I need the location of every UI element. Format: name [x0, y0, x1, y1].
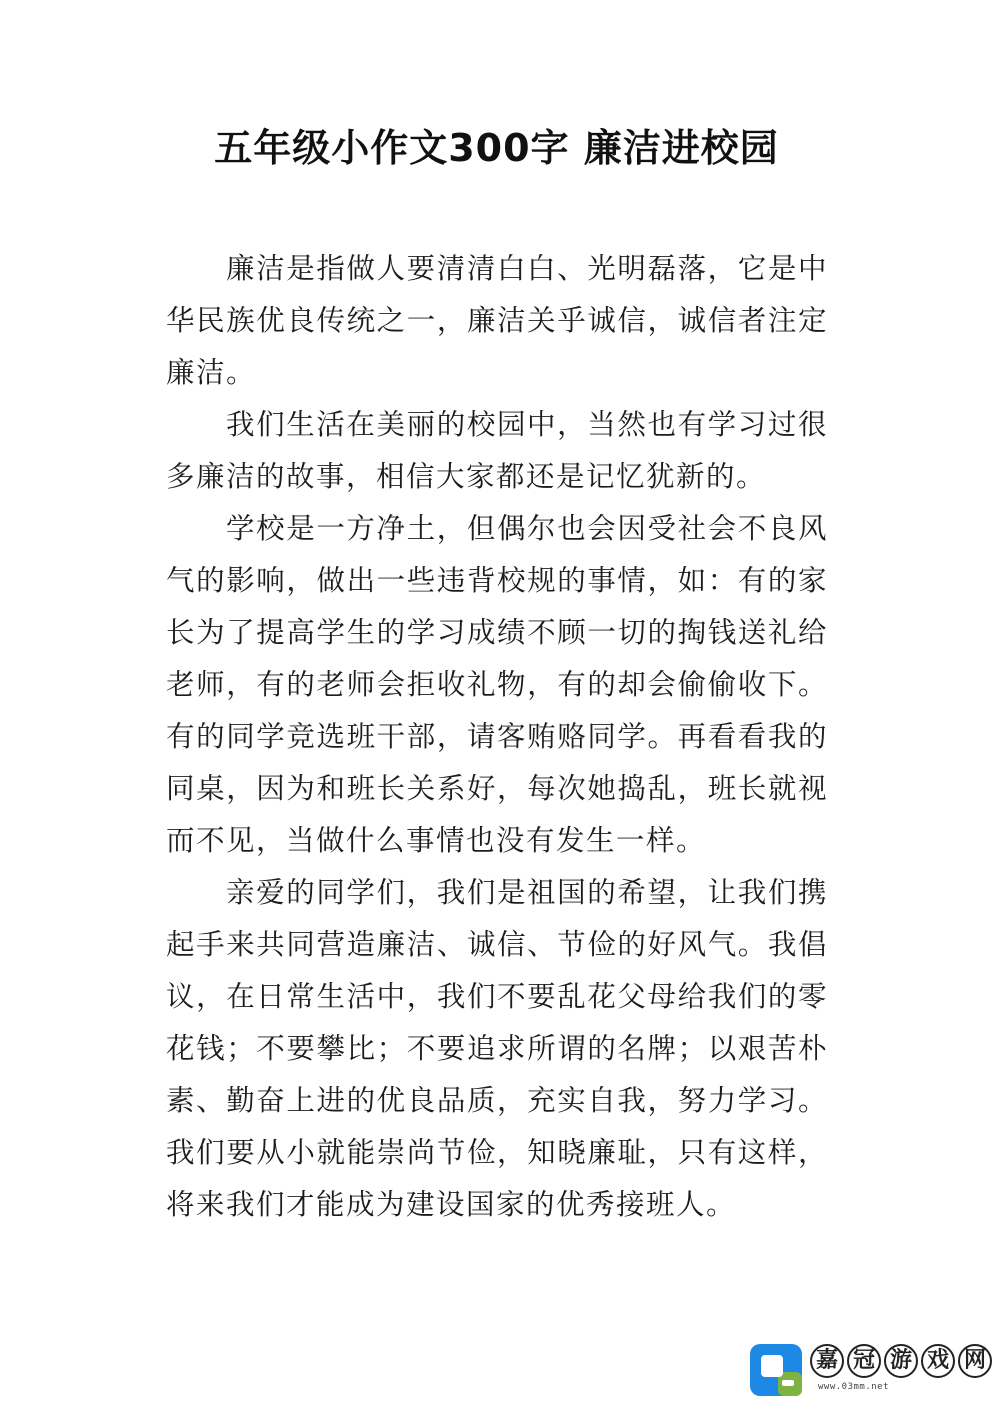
- logo-char: 嘉: [810, 1344, 844, 1378]
- site-watermark-logo[interactable]: [742, 1338, 984, 1400]
- logo-char: 戏: [921, 1344, 955, 1378]
- paragraph-4: 亲爱的同学们，我们是祖国的希望，让我们携起手来共同营造廉洁、诚信、节俭的好风气。我倡议，在日常生活中，我们不要乱花父母给我们的零花钱；不要攀比；不要追求所谓的名牌；以艰苦朴素、勤奋上进的优良品质，充实自我，努力学习。我们要从小就能崇尚节俭，知晓廉耻，只有这样，将来我们才能成为建设国家的优秀接班人。: [166, 876, 828, 1221]
- logo-char: 网: [958, 1344, 992, 1378]
- logo-url: www.03mm.net: [818, 1382, 890, 1392]
- paragraph-3: 学校是一方净土，但偶尔也会因受社会不良风气的影响，做出一些违背校规的事情，如：有的家长为了提高学生的学习成绩不顾一切的掏钱送礼给老师，有的老师会拒收礼物，有的却会偷偷收下。有的同学竞选班干部，请客贿赂同学。再看看我的同桌，因为和班长关系好，每次她捣乱，班长就视而不见，当做什么事情也没有发生一样。: [166, 512, 828, 857]
- logo-char: 冠: [847, 1344, 881, 1378]
- logo-wordmark: [810, 1344, 992, 1378]
- paragraph-1: 廉洁是指做人要清清白白、光明磊落，它是中华民族优良传统之一，廉洁关乎诚信，诚信者注定廉洁。: [166, 252, 828, 389]
- logo-char: 游: [884, 1344, 918, 1378]
- logo-mark-icon: [748, 1342, 804, 1398]
- paragraph-2: 我们生活在美丽的校园中，当然也有学习过很多廉洁的故事，相信大家都还是记忆犹新的。: [166, 408, 828, 493]
- document-title: 五年级小作文300字 廉洁进校园: [214, 126, 779, 170]
- essay-body: [166, 243, 828, 1231]
